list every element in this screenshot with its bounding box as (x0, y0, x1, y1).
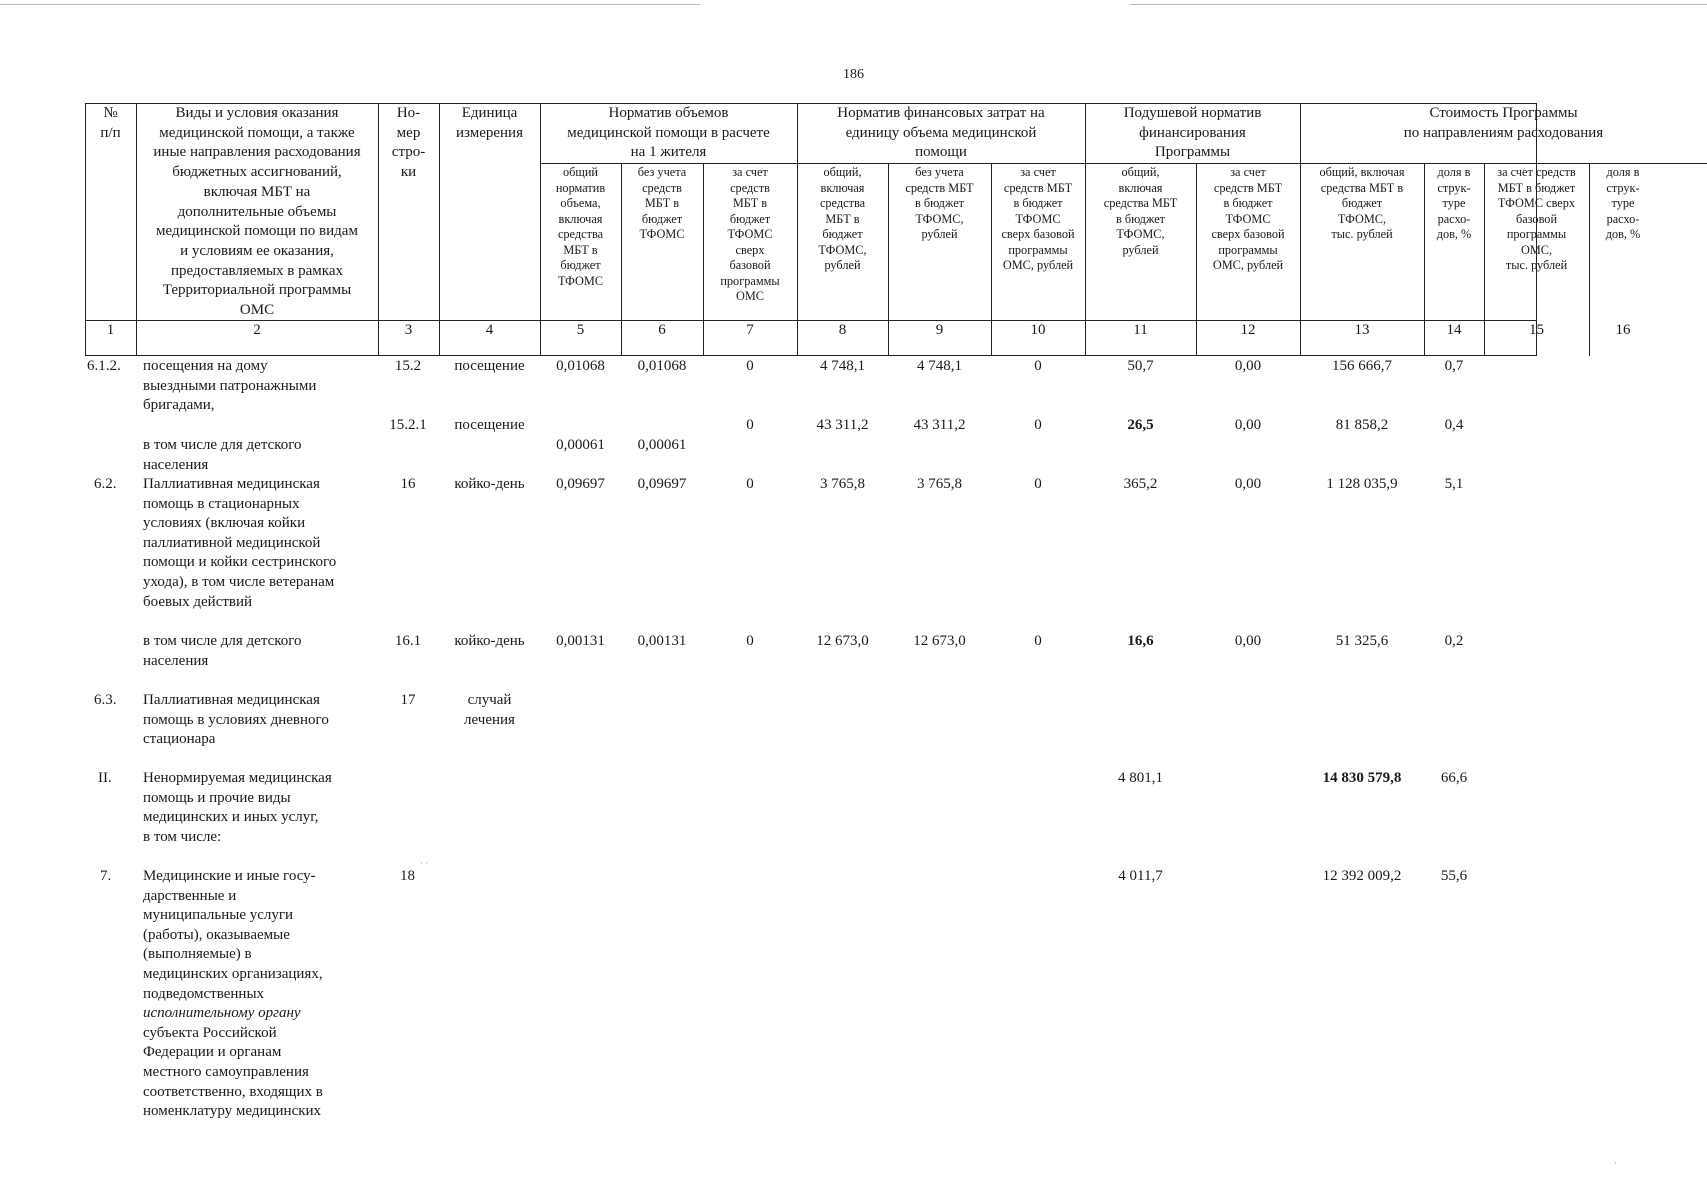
subheader-col9: без учета средств МБТ в бюджет ТФОМС, рублей (905, 165, 974, 241)
page-number: 186 (843, 67, 864, 82)
row-number: 6.3. (94, 692, 117, 708)
row-name (143, 867, 378, 1122)
column-number: 3 (404, 322, 413, 338)
row-name-part: Медицинские и иные госу- дарственные и муниципальные услуги (работы), оказываемые (выполняемые) в медицинских организациях, подведомственных (143, 868, 323, 1002)
header-kind: Виды и условия оказания медицинской помощи, а также иные направления расходования бюджетных ассигнований, включая МБТ на дополнительные объемы медицинской помощи по видам и условиям ее оказания, предоставляемых в рамках Территориальной программы ОМС (153, 105, 361, 319)
cell-per-capita-total: 26,5 (1127, 417, 1154, 433)
row-unit: случай лечения (464, 692, 515, 728)
header-program-cost: Стоимость Программы по направлениям расходования (1403, 105, 1604, 141)
subheader-col5: общий норматив объема, включая средства МБТ в бюджет ТФОМС (555, 165, 606, 288)
header-cost-norms: Норматив финансовых затрат на единицу объема медицинской помощи (837, 105, 1045, 161)
subheader-col13: общий, включая средства МБТ в бюджет ТФОМС, тыс. рублей (1319, 165, 1405, 241)
column-number: 13 (1354, 322, 1370, 338)
cell-volume-mbt: 0 (746, 476, 754, 492)
cell-share: 0,7 (1444, 358, 1464, 374)
subheader-col10: за счет средств МБТ в бюджет ТФОМС сверх базовой программы ОМС, рублей (1001, 165, 1075, 272)
row-name: в том числе для детского населения (143, 633, 302, 669)
cell-per-capita-total: 4 011,7 (1118, 868, 1163, 884)
column-number: 7 (746, 322, 754, 338)
cell-cost-mbt: 0 (1034, 633, 1042, 649)
grid-line (540, 163, 1707, 164)
cell-cost-mbt: 0 (1034, 358, 1042, 374)
cell-per-capita-total: 4 801,1 (1118, 770, 1163, 786)
cell-per-capita-total: 16,6 (1127, 633, 1154, 649)
subheader-col14: доля в струк- туре расхо- дов, % (1436, 165, 1472, 241)
row-name: посещения на дому выездными патронажными бригадами, (143, 358, 317, 414)
row-number: 6.1.2. (87, 358, 121, 374)
column-number: 8 (838, 322, 847, 338)
scan-speck: · · (420, 858, 429, 868)
cell-cost-mbt: 0 (1034, 417, 1042, 433)
row-line-number: 15.2.1 (389, 417, 427, 433)
cell-program-cost: 156 666,7 (1332, 358, 1392, 374)
cell-volume-total: 0,00131 (556, 633, 605, 649)
cell-per-capita-total: 365,2 (1123, 476, 1158, 492)
cell-share: 66,6 (1440, 770, 1468, 786)
subheader-col7: за счет средств МБТ в бюджет ТФОМС сверх базовой программы ОМС (720, 165, 780, 303)
subheader-col6: без учета средств МБТ в бюджет ТФОМС (637, 165, 687, 241)
cell-cost-without-mbt: 4 748,1 (917, 358, 962, 374)
header-unit: Единица измерения (455, 105, 523, 141)
column-number: 2 (253, 322, 261, 338)
row-line-number: 15.2 (394, 358, 422, 374)
cell-cost-without-mbt: 3 765,8 (917, 476, 962, 492)
cell-volume-total: 0,09697 (556, 476, 605, 492)
cell-volume-total: 0,01068 (556, 358, 605, 374)
cell-volume-without-mbt: 0,00061 (637, 437, 687, 453)
subheader-col12: за счет средств МБТ в бюджет ТФОМС сверх базовой программы ОМС, рублей (1211, 165, 1285, 272)
cell-program-cost: 51 325,6 (1335, 633, 1389, 649)
column-number: 11 (1133, 322, 1148, 338)
cell-share: 55,6 (1440, 868, 1468, 884)
column-number: 14 (1446, 322, 1462, 338)
row-line-number: 16.1 (394, 633, 422, 649)
row-line-number: 18 (400, 868, 415, 884)
column-number: 6 (658, 322, 666, 338)
cell-cost-without-mbt: 12 673,0 (913, 633, 966, 649)
cell-share: 0,4 (1444, 417, 1464, 433)
cell-volume-mbt: 0 (746, 633, 754, 649)
row-number: 7. (100, 868, 112, 884)
row-line-number: 17 (400, 692, 416, 708)
column-number: 4 (485, 322, 494, 338)
cell-cost-total: 3 765,8 (820, 476, 865, 492)
cell-per-capita-mbt: 0,00 (1234, 633, 1262, 649)
scan-artifact-line (1130, 4, 1707, 5)
cell-cost-total: 43 311,2 (816, 417, 869, 433)
header-row-number: Но- мер стро- ки (391, 105, 426, 181)
row-unit: посещение (454, 417, 525, 433)
row-name: в том числе для детского населения (143, 437, 302, 473)
row-name: Ненормируемая медицинская помощь и прочие виды медицинских и иных услуг, в том числе: (143, 770, 332, 845)
cell-share: 0,2 (1444, 633, 1464, 649)
row-name-part-italic: исполнительному органу (143, 1005, 301, 1022)
cell-volume-without-mbt: 0,09697 (637, 476, 687, 492)
cell-share: 5,1 (1444, 476, 1464, 492)
subheader-col8: общий, включая средства МБТ в бюджет ТФОМС, рублей (818, 165, 867, 272)
column-number: 15 (1529, 322, 1544, 338)
row-number: 6.2. (94, 476, 117, 492)
cell-program-cost: 14 830 579,8 (1322, 770, 1402, 786)
subheader-col11: общий, включая средства МБТ в бюджет ТФОМС, рублей (1103, 165, 1178, 257)
scan-speck: · (1614, 1158, 1617, 1168)
row-unit: посещение (454, 358, 525, 374)
cell-program-cost: 1 128 035,9 (1326, 476, 1398, 492)
cell-volume-total: 0,00061 (556, 437, 605, 453)
cell-per-capita-mbt: 0,00 (1234, 476, 1262, 492)
header-number: № п/п (100, 105, 121, 141)
scan-artifact-line (0, 4, 700, 5)
column-number: 9 (935, 322, 944, 338)
cell-volume-mbt: 0 (746, 358, 754, 374)
row-line-number: 16 (400, 476, 416, 492)
row-unit: койко-день (454, 476, 525, 492)
cell-volume-mbt: 0 (746, 417, 754, 433)
column-number: 12 (1240, 322, 1256, 338)
row-name-part: субъекта Российской Федерации и органам местного самоуправления соответственно, входящих в номенклатуру медицинских (143, 1024, 323, 1120)
row-unit: койко-день (454, 633, 525, 649)
subheader-col16: доля в струк- туре расхо- дов, % (1605, 165, 1641, 241)
row-name: Паллиативная медицинская помощь в стационарных условиях (включая койки паллиативной медицинской помощи и койки сестринского ухода), в том числе ветеранам боевых действий (143, 476, 337, 610)
column-number: 16 (1615, 322, 1631, 338)
column-number: 5 (576, 322, 585, 338)
column-number: 10 (1030, 322, 1046, 338)
cell-cost-without-mbt: 43 311,2 (913, 417, 966, 433)
header-per-capita: Подушевой норматив финансирования Программы (1123, 105, 1262, 161)
cell-per-capita-mbt: 0,00 (1234, 358, 1262, 374)
cell-volume-without-mbt: 0,01068 (637, 358, 687, 374)
row-name: Паллиативная медицинская помощь в условиях дневного стационара (143, 692, 329, 748)
cell-per-capita-mbt: 0,00 (1234, 417, 1262, 433)
cell-volume-without-mbt: 0,00131 (637, 633, 687, 649)
cell-per-capita-total: 50,7 (1127, 358, 1154, 374)
cell-program-cost: 12 392 009,2 (1322, 868, 1402, 884)
cell-cost-total: 4 748,1 (820, 358, 865, 374)
cell-cost-mbt: 0 (1034, 476, 1042, 492)
cell-program-cost: 81 858,2 (1335, 417, 1389, 433)
subheader-col15: за счет средств МБТ в бюджет ТФОМС сверх базовой программы ОМС, тыс. рублей (1497, 165, 1576, 272)
column-number: 1 (106, 322, 115, 338)
header-volume-norms: Норматив объемов медицинской помощи в расчете на 1 жителя (567, 105, 770, 161)
cell-cost-total: 12 673,0 (816, 633, 869, 649)
row-number: II. (98, 770, 112, 786)
